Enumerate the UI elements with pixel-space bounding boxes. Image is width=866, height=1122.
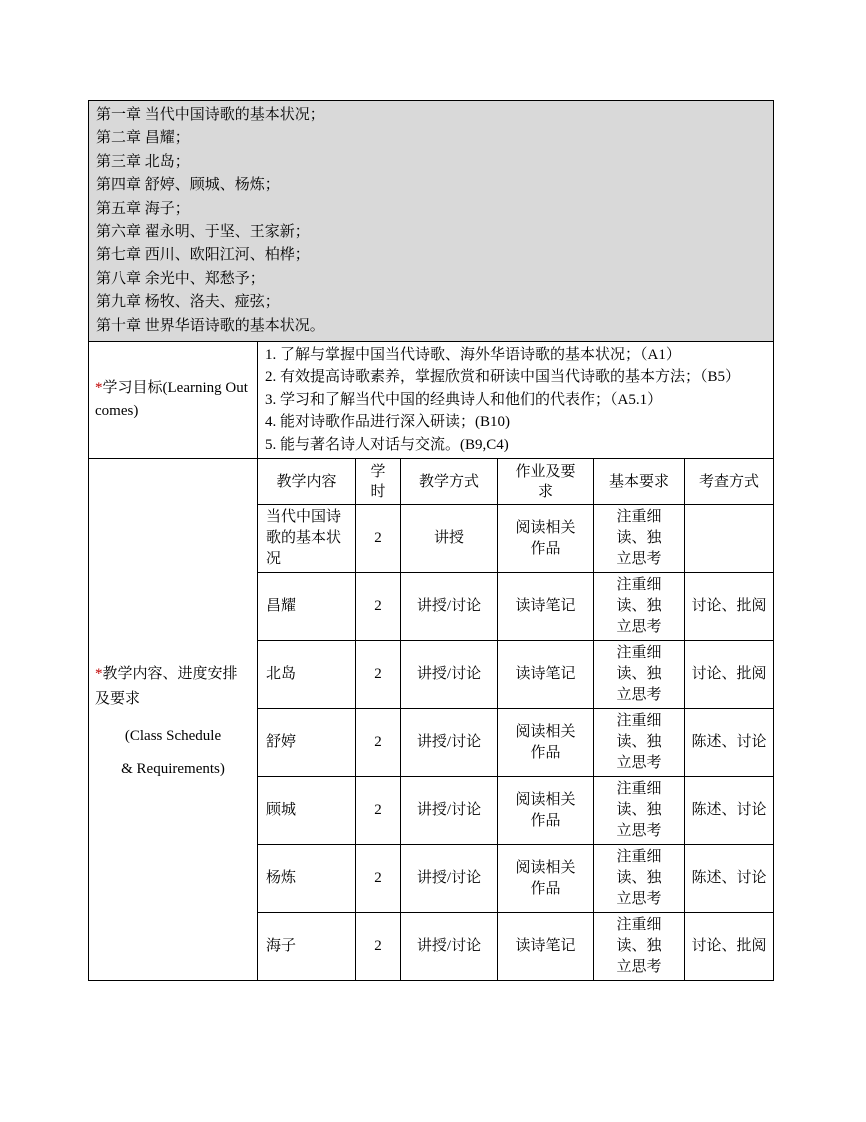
syllabus-table <box>88 100 774 981</box>
learning-outcome-item: 5. 能与著名诗人对话与交流。(B9,C4) <box>265 436 509 453</box>
cell-assessment: 陈述、讨论 <box>685 777 774 845</box>
learning-outcome-item: 3. 学习和了解当代中国的经典诗人和他们的代表作；（A5.1） <box>265 391 663 408</box>
cell-teaching-content: 昌耀 <box>258 573 356 641</box>
column-header-teaching-content: 教学内容 <box>258 459 356 505</box>
column-header-method: 教学方式 <box>401 459 498 505</box>
cell-requirement: 注重细读、独立思考 <box>594 777 685 845</box>
chapter-line: 第八章 余光中、郑愁予； <box>96 270 265 287</box>
learning-outcome-item: 1. 了解与掌握中国当代诗歌、海外华语诗歌的基本状况；（A1） <box>265 347 681 364</box>
chapter-line: 第六章 翟永明、于坚、王家新； <box>96 224 310 241</box>
schedule-header-row <box>89 459 774 505</box>
learning-outcomes-cell <box>258 342 774 459</box>
chapter-line: 第十章 世界华语诗歌的基本状况。 <box>96 317 325 334</box>
cell-requirement: 注重细读、独立思考 <box>594 573 685 641</box>
cell-teaching-content: 杨炼 <box>258 845 356 913</box>
schedule-label-en2: & Requirements) <box>121 760 225 777</box>
cell-requirement: 注重细读、独立思考 <box>594 505 685 573</box>
required-asterisk: * <box>95 380 103 397</box>
cell-hours: 2 <box>356 845 401 913</box>
cell-hours: 2 <box>356 913 401 981</box>
cell-assessment: 陈述、讨论 <box>685 709 774 777</box>
chapter-line: 第四章 舒婷、顾城、杨炼； <box>96 177 280 194</box>
cell-hours: 2 <box>356 505 401 573</box>
cell-teaching-content: 当代中国诗歌的基本状况 <box>258 505 356 573</box>
chapter-line: 第九章 杨牧、洛夫、痖弦； <box>96 294 280 311</box>
cell-homework: 阅读相关作品 <box>498 777 594 845</box>
schedule-label-cell <box>89 459 258 981</box>
column-header-homework: 作业及要求 <box>498 459 594 505</box>
cell-hours: 2 <box>356 777 401 845</box>
schedule-label-en1: (Class Schedule <box>124 727 222 744</box>
cell-assessment: 陈述、讨论 <box>685 845 774 913</box>
cell-hours: 2 <box>356 641 401 709</box>
cell-homework: 读诗笔记 <box>498 913 594 981</box>
learning-outcomes-label: 学习目标(Learning Outcomes) <box>95 380 248 420</box>
learning-outcomes-label-cell <box>89 342 258 459</box>
chapter-line: 第五章 海子； <box>96 200 190 217</box>
cell-requirement: 注重细读、独立思考 <box>594 641 685 709</box>
cell-requirement: 注重细读、独立思考 <box>594 913 685 981</box>
chapter-line: 第三章 北岛； <box>96 153 190 170</box>
cell-homework: 阅读相关作品 <box>498 845 594 913</box>
column-header-assessment: 考查方式 <box>685 459 774 505</box>
cell-requirement: 注重细读、独立思考 <box>594 845 685 913</box>
cell-hours: 2 <box>356 709 401 777</box>
cell-homework: 读诗笔记 <box>498 641 594 709</box>
column-header-requirement: 基本要求 <box>594 459 685 505</box>
cell-requirement: 注重细读、独立思考 <box>594 709 685 777</box>
cell-homework: 阅读相关作品 <box>498 505 594 573</box>
cell-method: 讲授/讨论 <box>401 573 498 641</box>
cell-teaching-content: 舒婷 <box>258 709 356 777</box>
learning-outcomes-row <box>89 342 774 459</box>
cell-homework: 读诗笔记 <box>498 573 594 641</box>
chapter-line: 第二章 昌耀； <box>96 130 190 147</box>
cell-assessment: 讨论、批阅 <box>685 641 774 709</box>
cell-method: 讲授/讨论 <box>401 845 498 913</box>
cell-assessment <box>685 505 774 573</box>
cell-method: 讲授/讨论 <box>401 641 498 709</box>
required-asterisk: * <box>95 665 103 682</box>
cell-teaching-content: 海子 <box>258 913 356 981</box>
cell-assessment: 讨论、批阅 <box>685 913 774 981</box>
column-header-hours: 学时 <box>356 459 401 505</box>
cell-method: 讲授/讨论 <box>401 913 498 981</box>
chapter-line: 第一章 当代中国诗歌的基本状况； <box>96 107 325 123</box>
schedule-label-cn <box>95 662 251 712</box>
cell-method: 讲授 <box>401 505 498 573</box>
cell-method: 讲授/讨论 <box>401 777 498 845</box>
cell-method: 讲授/讨论 <box>401 709 498 777</box>
schedule-label: 教学内容、进度安排及要求 <box>95 665 238 707</box>
learning-outcome-item: 4. 能对诗歌作品进行深入研读；(B10) <box>265 414 510 431</box>
chapter-line: 第七章 西川、欧阳江河、柏桦； <box>96 247 310 264</box>
chapter-list <box>89 101 774 342</box>
cell-assessment: 讨论、批阅 <box>685 573 774 641</box>
cell-homework: 阅读相关作品 <box>498 709 594 777</box>
learning-outcome-item: 2. 有效提高诗歌素养，掌握欣赏和研读中国当代诗歌的基本方法；（B5） <box>265 369 741 386</box>
cell-teaching-content: 北岛 <box>258 641 356 709</box>
cell-teaching-content: 顾城 <box>258 777 356 845</box>
cell-hours: 2 <box>356 573 401 641</box>
chapter-list-row <box>89 101 774 342</box>
